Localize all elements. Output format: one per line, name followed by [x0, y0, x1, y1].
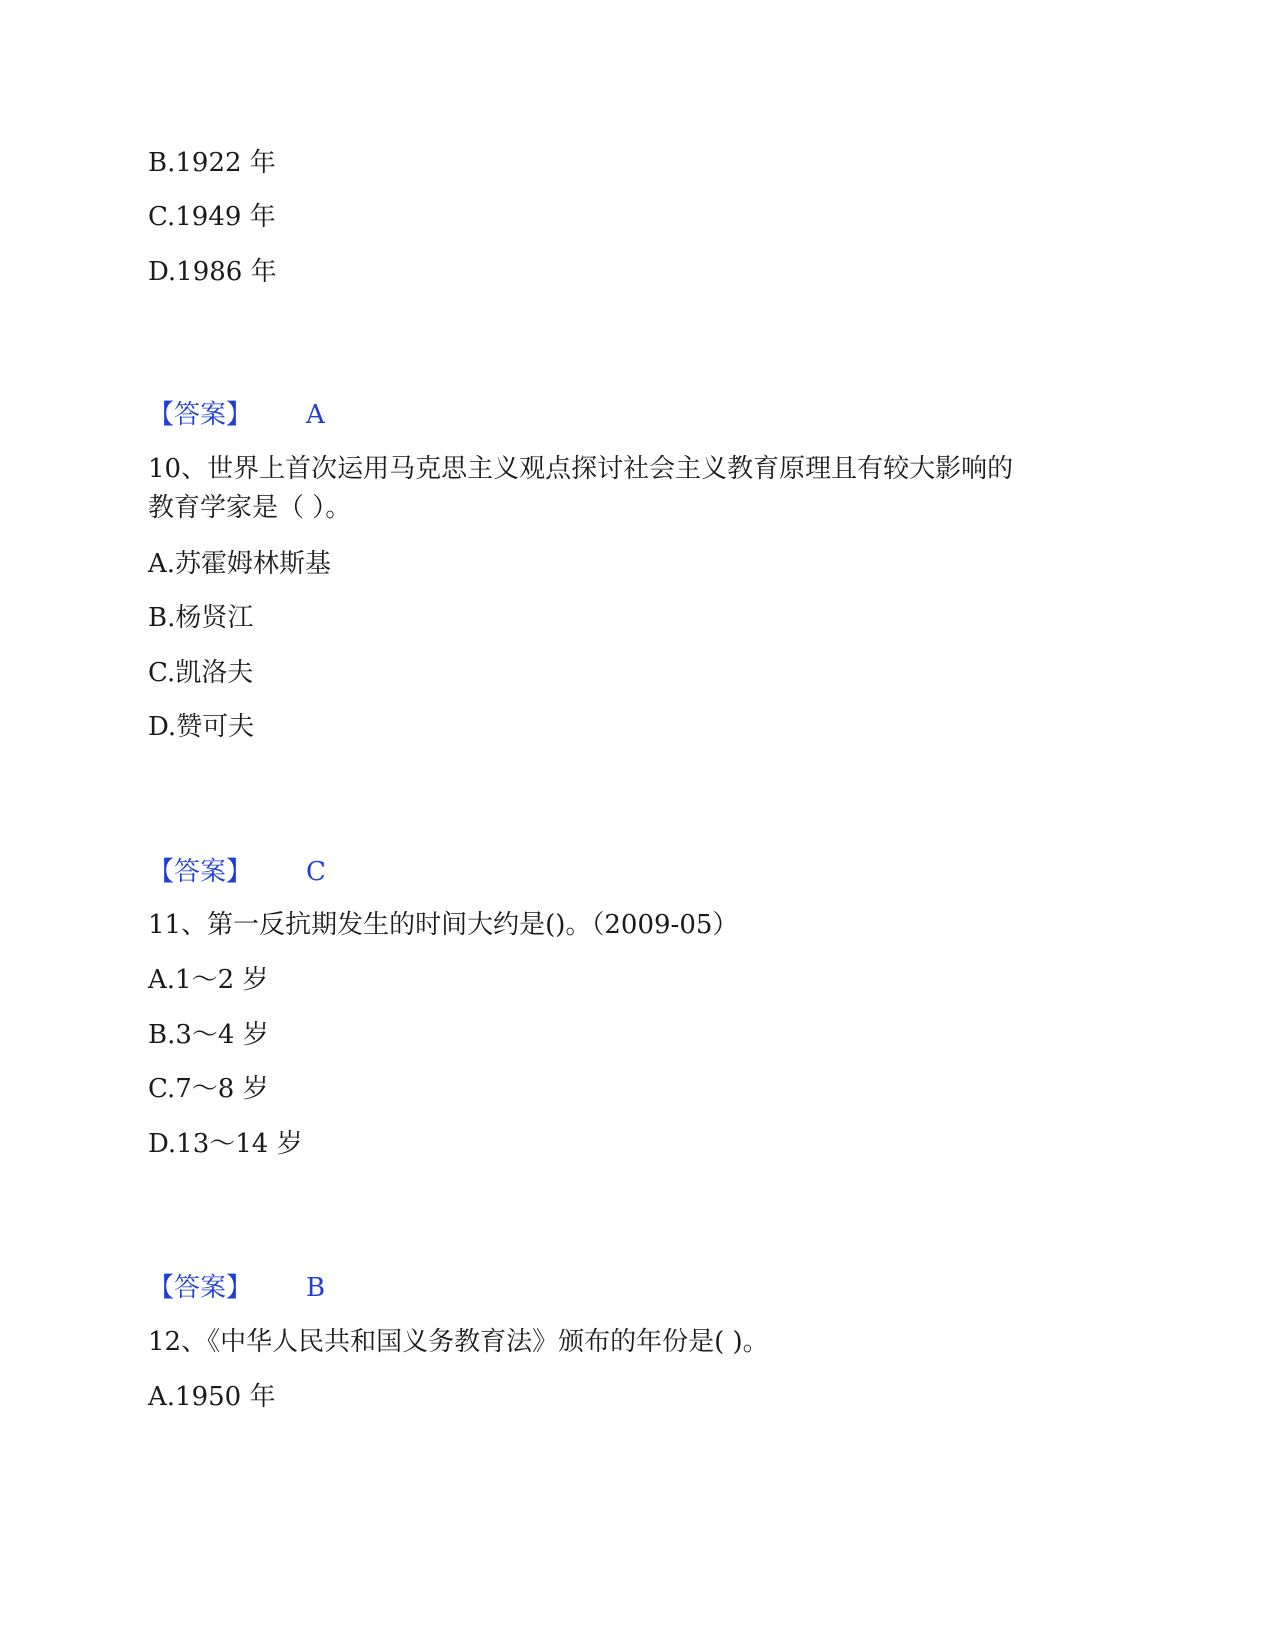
q11-option-d: D.13～14 岁 [148, 1129, 303, 1159]
answer-value: B [306, 1273, 326, 1303]
q10-stem-line2: 教育学家是（ ）。 [148, 493, 352, 523]
q10-answer [148, 855, 326, 889]
q11-option-c: C.7～8 岁 [148, 1074, 269, 1104]
q11-option-b: B.3～4 岁 [148, 1020, 269, 1050]
q11-answer [148, 1271, 325, 1305]
q12-option-a: A.1950 年 [148, 1382, 276, 1412]
q12-stem: 12、《中华人民共和国义务教育法》颁布的年份是( )。 [148, 1327, 769, 1357]
q10-option-b: B.杨贤江 [148, 603, 254, 633]
answer-label: 【答案】 [148, 1273, 253, 1303]
q9-option-c: C.1949 年 [148, 202, 276, 232]
q9-answer [148, 398, 325, 432]
answer-label: 【答案】 [148, 400, 253, 430]
q11-option-a: A.1～2 岁 [148, 965, 269, 995]
q11-stem: 11、第一反抗期发生的时间大约是()。（2009-05） [148, 910, 739, 940]
q9-option-d: D.1986 年 [148, 257, 277, 287]
answer-value: A [306, 400, 325, 430]
q10-stem-line1: 10、世界上首次运用马克思主义观点探讨社会主义教育原理且有较大影响的 [148, 454, 1014, 484]
answer-value: C [306, 857, 326, 887]
q10-option-a: A.苏霍姆林斯基 [148, 549, 332, 579]
q10-option-d: D.赞可夫 [148, 712, 255, 742]
answer-label: 【答案】 [148, 857, 253, 887]
q10-option-c: C.凯洛夫 [148, 658, 254, 688]
q9-option-b: B.1922 年 [148, 148, 276, 178]
